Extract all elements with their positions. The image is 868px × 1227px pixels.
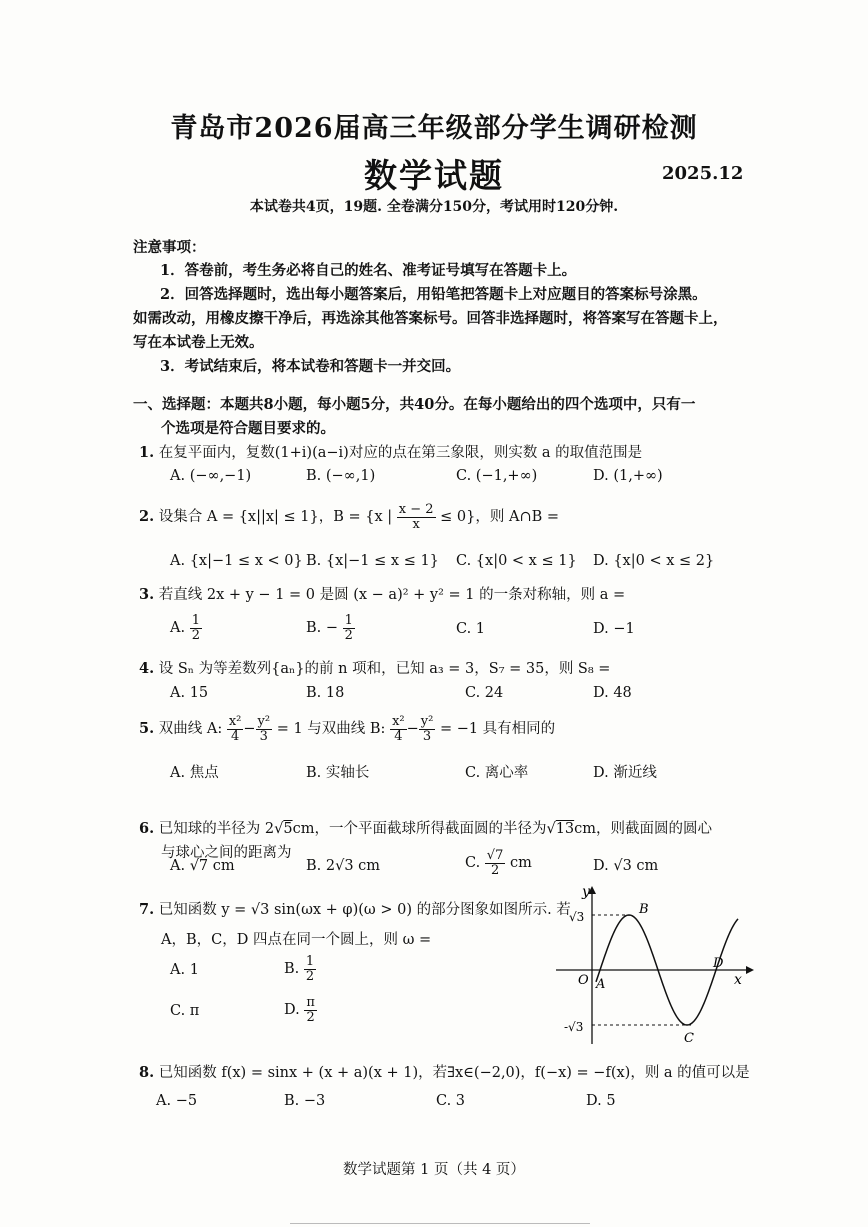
question-text-post: ≤ 0}，则 A∩B = (440, 509, 560, 526)
point-b-label: B (639, 902, 649, 917)
exam-title-subject: 数学试题 (364, 156, 504, 195)
q7-option-b[interactable] (284, 955, 316, 983)
question-text: 设 Sₙ 为等差数列{aₙ}的前 n 项和，已知 a₃ = 3，S₇ = 35，则 S₈ = (158, 661, 611, 677)
question-2 (139, 503, 559, 531)
q5-option-c[interactable]: C. 离心率 (465, 765, 529, 781)
bottom-value-label: -√3 (564, 1020, 584, 1034)
numerator: 1 (344, 613, 353, 628)
origin-label: O (578, 973, 589, 988)
point-c-label: C (684, 1031, 694, 1044)
question-8 (139, 1061, 750, 1082)
q3-option-b[interactable] (306, 614, 355, 642)
q3-option-c[interactable]: C. 1 (456, 621, 486, 637)
q2-option-d[interactable]: D. {x|0 < x ≤ 2} (593, 553, 715, 569)
question-7 (139, 898, 571, 919)
question-number: 5. (139, 720, 155, 738)
fraction (419, 715, 436, 743)
exam-title-line1: 青岛市2026届高三年级部分学生调研检测 (170, 113, 698, 144)
bottom-divider (290, 1223, 590, 1224)
denominator: 3 (422, 728, 432, 744)
numerator: x² (392, 714, 405, 729)
numerator: y² (257, 714, 271, 729)
question-6-line2: 与球心之间的距离为 (161, 845, 292, 861)
question-text-post: = −1 具有相同的 (439, 721, 556, 738)
q6-option-a[interactable]: A. √7 cm (170, 858, 235, 874)
denominator: x (412, 516, 420, 532)
question-number: 1. (139, 444, 155, 461)
fraction (343, 614, 355, 642)
q1-option-b[interactable]: B. (−∞,1) (306, 468, 376, 484)
top-value-label: √3 (569, 910, 585, 924)
q8-option-a[interactable]: A. −5 (156, 1093, 198, 1109)
numerator: π (306, 995, 315, 1010)
option-label: B. (284, 961, 300, 978)
question-3 (139, 583, 625, 604)
option-label: B. − (306, 620, 339, 637)
point-a-label: A (596, 977, 606, 992)
question-6: 6. 已知球的半径为 2√5cm，一个平面截球所得截面圆的半径为√13cm，则截面圆的圆心 (139, 820, 713, 837)
q8-option-d[interactable]: D. 5 (586, 1093, 616, 1109)
q8-option-c[interactable]: C. 3 (436, 1093, 466, 1109)
q5-option-d[interactable]: D. 渐近线 (593, 765, 657, 781)
q4-option-a[interactable]: A. 15 (170, 685, 209, 701)
fraction (190, 614, 202, 642)
question-number: 2. (139, 508, 155, 526)
denominator: 3 (259, 728, 268, 744)
notes-item-3: 3．考试结束后，将本试卷和答题卡一并交回。 (160, 358, 461, 375)
question-text: cm，则截面圆的圆心 (574, 821, 713, 837)
q6-option-c[interactable] (465, 849, 532, 877)
numerator: y² (420, 714, 434, 729)
question-1 (139, 441, 642, 462)
q7-option-a[interactable]: A. 1 (170, 962, 199, 978)
question-number: 3. (139, 586, 155, 603)
section-1-line2: 个选项是符合题目要求的。 (161, 420, 335, 437)
radicand: 13 (555, 821, 575, 837)
radicand: 5 (283, 821, 293, 837)
section-1-line1: 一、选择题：本题共8小题，每小题5分，共40分。在每小题给出的四个选项中，只有一 (133, 396, 696, 413)
question-text: 在复平面内，复数(1+i)(a−i)对应的点在第三象限，则实数 a 的取值范围是 (158, 445, 643, 461)
numerator: x − 2 (398, 502, 434, 517)
x-axis-arrow-icon (746, 966, 754, 974)
q1-option-d[interactable]: D. (1,+∞) (593, 468, 663, 484)
question-number: 8. (139, 1064, 155, 1081)
exam-info: 本试卷共4页，19题. 全卷满分150分，考试用时120分钟. (249, 199, 619, 215)
question-number: 6. (139, 820, 155, 837)
fraction (397, 503, 436, 531)
point-d-label: D (713, 956, 724, 971)
option-label: D. (284, 1002, 300, 1019)
q2-option-b[interactable]: B. {x|−1 ≤ x ≤ 1} (306, 553, 439, 569)
q3-option-a[interactable] (170, 614, 202, 642)
fraction (390, 715, 407, 743)
q1-option-c[interactable]: C. (−1,+∞) (456, 468, 538, 484)
unit: cm (509, 855, 532, 872)
q4-option-d[interactable]: D. 48 (593, 685, 632, 701)
x-axis-label: x (734, 972, 742, 988)
question-5 (139, 715, 555, 743)
minus-sign: − (406, 721, 419, 738)
notes-heading: 注意事项： (133, 239, 206, 256)
notes-item-2c: 写在本试卷上无效。 (133, 334, 264, 351)
question-4 (139, 657, 610, 678)
q7-option-d[interactable] (284, 996, 317, 1024)
denominator: 2 (344, 627, 353, 643)
notes-item-1: 1．答卷前，考生务必将自己的姓名、准考证号填写在答题卡上。 (160, 262, 577, 279)
denominator: 2 (306, 1009, 315, 1025)
q1-option-a[interactable]: A. (−∞,−1) (170, 468, 252, 484)
q5-option-a[interactable]: A. 焦点 (170, 765, 219, 781)
numerator: x² (228, 714, 242, 729)
sine-graph (556, 884, 756, 1044)
question-text: 已知函数 f(x) = sinx + (x + a)(x + 1)，若∃x∈(−2,0)，f(−x) = −f(x)，则 a 的值可以是 (158, 1065, 750, 1081)
q6-option-d[interactable]: D. √3 cm (593, 858, 659, 874)
q5-option-b[interactable]: B. 实轴长 (306, 765, 370, 781)
option-label: A. (170, 620, 186, 637)
question-text: 已知球的半径为 2 (158, 821, 275, 837)
denominator: 2 (191, 627, 200, 643)
q8-option-b[interactable]: B. −3 (284, 1093, 326, 1109)
question-text: 若直线 2x + y − 1 = 0 是圆 (x − a)² + y² = 1 的一条对称轴，则 a = (158, 587, 626, 603)
denominator: 2 (305, 968, 315, 984)
fraction (256, 715, 273, 743)
minus-sign: − (243, 721, 256, 738)
y-axis-label: y (582, 884, 590, 900)
q4-option-b[interactable]: B. 18 (306, 685, 345, 701)
numerator: √7 (486, 848, 504, 863)
notes-item-2a: 2．回答选择题时，选出每小题答案后，用铅笔把答题卡上对应题目的答案标号涂黑。 (160, 286, 707, 303)
numerator: 1 (191, 613, 200, 628)
question-text-pre: 设集合 A = {x||x| ≤ 1}，B = {x | (158, 509, 393, 526)
page-footer: 数学试题第 1 页（共 4 页） (343, 1162, 525, 1178)
question-text-mid: = 1 与双曲线 B: (276, 721, 386, 738)
q2-option-c[interactable]: C. {x|0 < x ≤ 1} (456, 553, 577, 569)
fraction (227, 715, 244, 743)
denominator: 4 (230, 728, 240, 744)
exam-date: 2025.12 (662, 163, 744, 184)
fraction (304, 996, 317, 1024)
notes-item-2b: 如需改动，用橡皮擦干净后，再选涂其他答案标号。回答非选择题时，将答案写在答题卡上， (133, 310, 728, 327)
fraction (485, 849, 506, 877)
q6-option-b[interactable]: B. 2√3 cm (306, 858, 381, 874)
question-text: cm，一个平面截球所得截面圆的半径为 (292, 821, 547, 837)
option-label: C. (465, 855, 481, 872)
question-number: 4. (139, 660, 155, 677)
question-number: 7. (139, 901, 155, 918)
q4-option-c[interactable]: C. 24 (465, 685, 504, 701)
question-7-line2: A，B，C，D 四点在同一个圆上，则 ω = (161, 932, 432, 948)
q2-option-a[interactable]: A. {x|−1 ≤ x < 0} (170, 553, 303, 569)
question-text: 已知函数 y = √3 sin(ωx + φ)(ω > 0) 的部分图象如图所示. 若 (158, 902, 571, 918)
denominator: 4 (394, 728, 403, 744)
q3-option-d[interactable]: D. −1 (593, 621, 635, 637)
q7-option-c[interactable]: C. π (170, 1003, 200, 1019)
numerator: 1 (305, 954, 315, 969)
fraction (304, 955, 316, 983)
question-text-pre: 双曲线 A: (158, 721, 223, 738)
denominator: 2 (490, 862, 500, 878)
